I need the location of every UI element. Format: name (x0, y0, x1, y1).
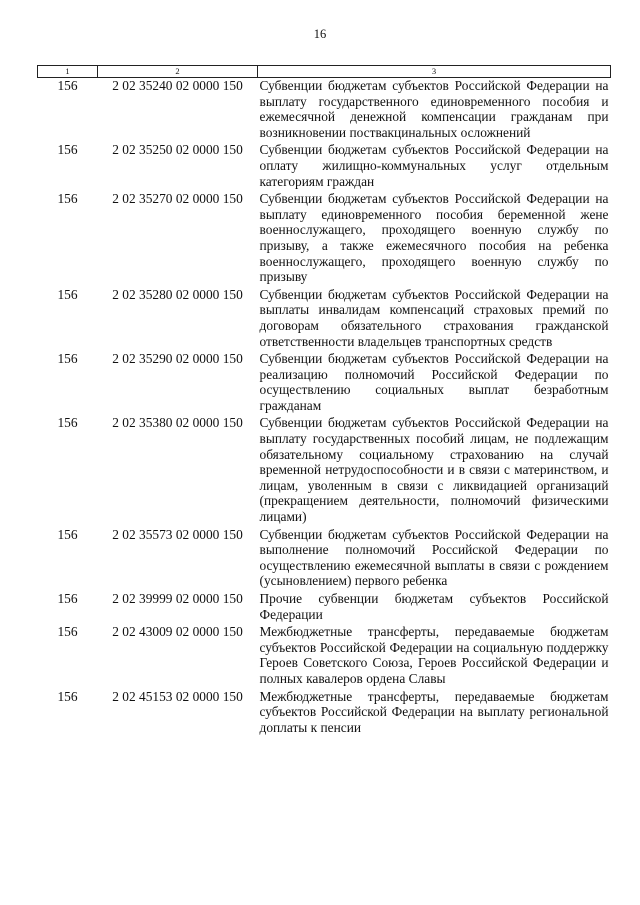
table-row (38, 590, 611, 623)
admin-code-cell: 156 (57, 591, 78, 606)
admin-code-cell: 156 (57, 142, 78, 158)
table-row (38, 623, 611, 687)
admin-code-cell: 156 (57, 351, 78, 367)
table-row (38, 286, 611, 350)
income-name-cell: Межбюджетные трансферты, передаваемые бюджетам субъектов Российской Федерации на выплату региональной доплаты к пенсии (259, 688, 609, 735)
income-name-cell: Субвенции бюджетам субъектов Российской Федерации на выполнение полномочий Российской Федерации по осуществлению ежемесячной выплаты в связи с рождением (усыновлением) первого ребенка (259, 526, 609, 589)
budget-code-cell: 2 02 35250 02 0000 150 (112, 142, 243, 158)
income-name-cell: Субвенции бюджетам субъектов Российской Федерации на выплату государственных пособий лицам, не подлежащим обязательному социальному страхованию на случай временной нетрудоспособности и в связи с материнством, и лицам, уволенным в связи с ликвидацией организаций (прекращением деятельности, полномочий физическими лицами) (259, 415, 609, 525)
table-row (38, 526, 611, 590)
income-name-cell: Субвенции бюджетам субъектов Российской Федерации на оплату жилищно-коммунальных услуг отдельным категориям граждан (259, 142, 609, 189)
admin-code-cell: 156 (57, 688, 78, 704)
budget-code-cell: 2 02 43009 02 0000 150 (112, 624, 243, 640)
budget-code-cell: 2 02 35270 02 0000 150 (112, 191, 243, 207)
admin-code-cell: 156 (57, 624, 78, 640)
table-row (38, 350, 611, 414)
budget-code-cell: 2 02 35240 02 0000 150 (112, 78, 243, 93)
page-number: 16 (313, 27, 327, 41)
table-row (38, 141, 611, 190)
table-row (38, 688, 611, 737)
table-row (38, 414, 611, 525)
budget-code-cell: 2 02 39999 02 0000 150 (112, 591, 243, 606)
income-name-cell: Субвенции бюджетам субъектов Российской Федерации на реализацию полномочий Российской Федерации по осуществлению социальных выплат безработным гражданам (259, 351, 609, 413)
admin-code-cell: 156 (57, 78, 78, 93)
income-name-cell: Прочие субвенции бюджетам субъектов Российской Федерации (259, 591, 609, 622)
header-col-3: 3 (258, 66, 611, 78)
budget-classification-table (37, 65, 611, 736)
income-name-cell: Межбюджетные трансферты, передаваемые бюджетам субъектов Российской Федерации на социальную поддержку Героев Советского Союза, Героев Российской Федерации и полных кавалеров ордена Славы (259, 624, 609, 686)
budget-code-cell: 2 02 35290 02 0000 150 (112, 351, 243, 367)
admin-code-cell: 156 (57, 191, 78, 207)
admin-code-cell: 156 (57, 526, 78, 542)
header-col-1: 1 (38, 66, 98, 78)
budget-code-cell: 2 02 45153 02 0000 150 (112, 688, 243, 704)
header-col-2: 2 (98, 66, 258, 78)
admin-code-cell: 156 (57, 415, 78, 431)
table-header-row (38, 66, 611, 78)
table-row (38, 190, 611, 286)
table-row (38, 78, 611, 142)
budget-code-cell: 2 02 35380 02 0000 150 (112, 415, 243, 431)
income-name-cell: Субвенции бюджетам субъектов Российской Федерации на выплаты инвалидам компенсаций страховых премий по договорам обязательного страхования гражданской ответственности владельцев транспортных средств (259, 286, 609, 349)
budget-code-cell: 2 02 35280 02 0000 150 (112, 286, 243, 302)
income-name-cell: Субвенции бюджетам субъектов Российской Федерации на выплату единовременного пособия беременной жене военнослужащего, проходящего военную службу по призыву, а также ежемесячного пособия на ребенка военнослужащего, проходящего военную службу по призыву (259, 191, 609, 285)
budget-code-cell: 2 02 35573 02 0000 150 (112, 526, 243, 542)
admin-code-cell: 156 (57, 286, 78, 302)
income-name-cell: Субвенции бюджетам субъектов Российской Федерации на выплату государственного единовременного пособия и ежемесячной денежной компенсации гражданам при возникновении поствакцинальных осложнений (259, 78, 609, 140)
